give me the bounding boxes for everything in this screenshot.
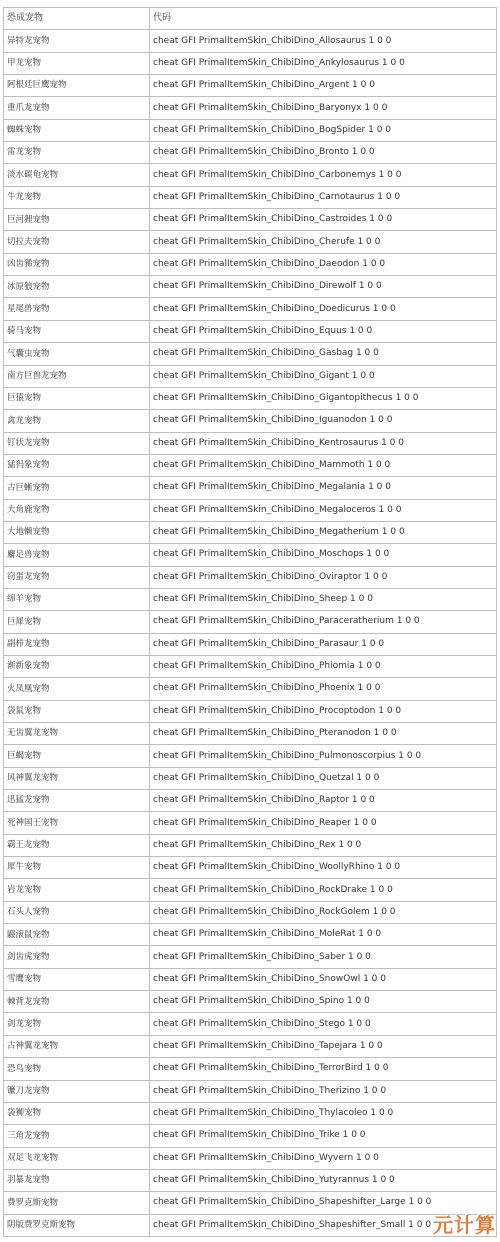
- table-row: [4, 142, 497, 164]
- pet-name-cell: 星尾兽宠物: [4, 298, 150, 320]
- pet-name-cell: 鼹滚鼠宠物: [4, 924, 150, 946]
- cheat-code-cell: cheat GFI PrimalItemSkin_ChibiDino_Baryonyx 1 0 0: [150, 97, 497, 119]
- cheat-code-cell: cheat GFI PrimalItemSkin_ChibiDino_Phiomia 1 0 0: [150, 655, 497, 677]
- cheat-code-cell: cheat GFI PrimalItemSkin_ChibiDino_RockGolem 1 0 0: [150, 901, 497, 923]
- table-row: [4, 924, 497, 946]
- table-row: [4, 276, 497, 298]
- cheat-code-cell: cheat GFI PrimalItemSkin_ChibiDino_Daeodon 1 0 0: [150, 253, 497, 275]
- cheat-code-cell: cheat GFI PrimalItemSkin_ChibiDino_MoleRat 1 0 0: [150, 924, 497, 946]
- cheat-code-cell: cheat GFI PrimalItemSkin_ChibiDino_Reaper 1 0 0: [150, 812, 497, 834]
- pet-name-cell: 风神翼龙宠物: [4, 767, 150, 789]
- cheat-code-cell: cheat GFI PrimalItemSkin_ChibiDino_Ankylosaurus 1 0 0: [150, 52, 497, 74]
- pet-name-cell: 雪鹰宠物: [4, 968, 150, 990]
- table-row: [4, 231, 497, 253]
- pet-name-cell: 猛犸象宠物: [4, 454, 150, 476]
- pet-name-cell: 异特龙宠物: [4, 30, 150, 52]
- pet-name-cell: 重爪龙宠物: [4, 97, 150, 119]
- table-row: [4, 1192, 497, 1214]
- pet-name-cell: 犀牛宠物: [4, 857, 150, 879]
- pet-name-cell: 甲龙宠物: [4, 52, 150, 74]
- cheat-code-cell: cheat GFI PrimalItemSkin_ChibiDino_Shapeshifter_Large 1 0 0: [150, 1192, 497, 1214]
- table-row: [4, 857, 497, 879]
- pet-name-cell: 霸王龙宠物: [4, 834, 150, 856]
- cheat-code-cell: cheat GFI PrimalItemSkin_ChibiDino_Yutyrannus 1 0 0: [150, 1169, 497, 1191]
- pet-name-cell: 古神翼龙宠物: [4, 1035, 150, 1057]
- pet-name-cell: 剑龙宠物: [4, 1013, 150, 1035]
- table-row: [4, 968, 497, 990]
- cheat-code-cell: cheat GFI PrimalItemSkin_ChibiDino_Parasaur 1 0 0: [150, 633, 497, 655]
- cheat-code-cell: cheat GFI PrimalItemSkin_ChibiDino_WoollyRhino 1 0 0: [150, 857, 497, 879]
- cheat-code-cell: cheat GFI PrimalItemSkin_ChibiDino_Gigantopithecus 1 0 0: [150, 387, 497, 409]
- table-row: [4, 790, 497, 812]
- pet-name-cell: 迅猛龙宠物: [4, 790, 150, 812]
- table-row: [4, 298, 497, 320]
- pet-name-cell: 蜘蛛宠物: [4, 119, 150, 141]
- cheat-code-cell: cheat GFI PrimalItemSkin_ChibiDino_Stego 1 0 0: [150, 1013, 497, 1035]
- cheat-code-cell: cheat GFI PrimalItemSkin_ChibiDino_Moschops 1 0 0: [150, 544, 497, 566]
- pet-name-cell: 费罗克斯宠物: [4, 1192, 150, 1214]
- table-row: [4, 186, 497, 208]
- site-watermark: 元计算: [433, 1213, 496, 1237]
- pet-code-table: [3, 7, 497, 1237]
- pet-name-cell: 凶齿豨宠物: [4, 253, 150, 275]
- table-row: [4, 343, 497, 365]
- table-row: [4, 678, 497, 700]
- table-row: [4, 1035, 497, 1057]
- table-row: [4, 119, 497, 141]
- cheat-code-cell: cheat GFI PrimalItemSkin_ChibiDino_Rex 1 0 0: [150, 834, 497, 856]
- cheat-code-cell: cheat GFI PrimalItemSkin_ChibiDino_Oviraptor 1 0 0: [150, 566, 497, 588]
- pet-name-cell: 双足飞龙宠物: [4, 1147, 150, 1169]
- pet-name-cell: 切拉夫宠物: [4, 231, 150, 253]
- pet-name-cell: 火凤凰宠物: [4, 678, 150, 700]
- table-row: [4, 834, 497, 856]
- cheat-code-cell: cheat GFI PrimalItemSkin_ChibiDino_Direwolf 1 0 0: [150, 276, 497, 298]
- cheat-code-cell: cheat GFI PrimalItemSkin_ChibiDino_Megalania 1 0 0: [150, 477, 497, 499]
- cheat-code-cell: cheat GFI PrimalItemSkin_ChibiDino_Wyvern 1 0 0: [150, 1147, 497, 1169]
- pet-name-cell: 雷龙宠物: [4, 142, 150, 164]
- cheat-code-cell: cheat GFI PrimalItemSkin_ChibiDino_Equus 1 0 0: [150, 320, 497, 342]
- pet-name-cell: 窃蛋龙宠物: [4, 566, 150, 588]
- table-row: [4, 164, 497, 186]
- cheat-code-cell: cheat GFI PrimalItemSkin_ChibiDino_Shapeshifter_Small 1 0 0: [150, 1214, 497, 1236]
- pet-name-cell: 石头人宠物: [4, 901, 150, 923]
- pet-name-cell: 袋鼠宠物: [4, 700, 150, 722]
- table-row: [4, 611, 497, 633]
- pet-name-cell: 剑齿虎宠物: [4, 946, 150, 968]
- cheat-code-cell: cheat GFI PrimalItemSkin_ChibiDino_Trike 1 0 0: [150, 1125, 497, 1147]
- cheat-code-cell: cheat GFI PrimalItemSkin_ChibiDino_Saber 1 0 0: [150, 946, 497, 968]
- table-row: [4, 387, 497, 409]
- pet-name-cell: 钉状龙宠物: [4, 432, 150, 454]
- cheat-code-cell: cheat GFI PrimalItemSkin_ChibiDino_Paraceratherium 1 0 0: [150, 611, 497, 633]
- cheat-code-cell: cheat GFI PrimalItemSkin_ChibiDino_Sheep 1 0 0: [150, 588, 497, 610]
- pet-name-cell: 骑马宠物: [4, 320, 150, 342]
- table-row: [4, 1102, 497, 1124]
- cheat-code-cell: cheat GFI PrimalItemSkin_ChibiDino_Doedicurus 1 0 0: [150, 298, 497, 320]
- table-row: [4, 1214, 497, 1236]
- table-row: [4, 477, 497, 499]
- pet-name-cell: 牛龙宠物: [4, 186, 150, 208]
- cheat-code-cell: cheat GFI PrimalItemSkin_ChibiDino_Phoenix 1 0 0: [150, 678, 497, 700]
- cheat-code-cell: cheat GFI PrimalItemSkin_ChibiDino_Thylacoleo 1 0 0: [150, 1102, 497, 1124]
- table-row: [4, 1013, 497, 1035]
- cheat-code-cell: cheat GFI PrimalItemSkin_ChibiDino_Mammoth 1 0 0: [150, 454, 497, 476]
- pet-name-cell: 阴版费罗克斯宠物: [4, 1214, 150, 1236]
- table-row: [4, 52, 497, 74]
- table-row: [4, 1147, 497, 1169]
- table-row: [4, 544, 497, 566]
- table-row: [4, 700, 497, 722]
- table-row: [4, 1169, 497, 1191]
- table-row: [4, 75, 497, 97]
- cheat-code-cell: cheat GFI PrimalItemSkin_ChibiDino_Castroides 1 0 0: [150, 209, 497, 231]
- table-row: [4, 991, 497, 1013]
- pet-name-cell: 大地懒宠物: [4, 521, 150, 543]
- cheat-code-cell: cheat GFI PrimalItemSkin_ChibiDino_SnowOwl 1 0 0: [150, 968, 497, 990]
- table-row: [4, 1080, 497, 1102]
- cheat-code-cell: cheat GFI PrimalItemSkin_ChibiDino_Quetzal 1 0 0: [150, 767, 497, 789]
- pet-name-cell: 气囊虫宠物: [4, 343, 150, 365]
- table-row: [4, 879, 497, 901]
- cheat-code-cell: cheat GFI PrimalItemSkin_ChibiDino_Carbonemys 1 0 0: [150, 164, 497, 186]
- pet-name-cell: 淡水碳龟宠物: [4, 164, 150, 186]
- cheat-code-cell: cheat GFI PrimalItemSkin_ChibiDino_Tapejara 1 0 0: [150, 1035, 497, 1057]
- table-row: [4, 454, 497, 476]
- pet-name-cell: 死神国王宠物: [4, 812, 150, 834]
- table-row: [4, 588, 497, 610]
- cheat-code-cell: cheat GFI PrimalItemSkin_ChibiDino_Carnotaurus 1 0 0: [150, 186, 497, 208]
- cheat-code-cell: cheat GFI PrimalItemSkin_ChibiDino_RockDrake 1 0 0: [150, 879, 497, 901]
- cheat-code-cell: cheat GFI PrimalItemSkin_ChibiDino_Iguanodon 1 0 0: [150, 410, 497, 432]
- table-row: [4, 253, 497, 275]
- pet-name-cell: 袋狮宠物: [4, 1102, 150, 1124]
- cheat-code-cell: cheat GFI PrimalItemSkin_ChibiDino_Kentrosaurus 1 0 0: [150, 432, 497, 454]
- pet-name-cell: 冰原狼宠物: [4, 276, 150, 298]
- pet-name-cell: 大角鹿宠物: [4, 499, 150, 521]
- cheat-code-cell: cheat GFI PrimalItemSkin_ChibiDino_BogSpider 1 0 0: [150, 119, 497, 141]
- pet-name-cell: 绵羊宠物: [4, 588, 150, 610]
- pet-name-cell: 禽龙宠物: [4, 410, 150, 432]
- pet-name-cell: 羽暴龙宠物: [4, 1169, 150, 1191]
- pet-name-cell: 恐鸟宠物: [4, 1058, 150, 1080]
- pet-name-cell: 无齿翼龙宠物: [4, 723, 150, 745]
- table-row: [4, 723, 497, 745]
- cheat-code-cell: cheat GFI PrimalItemSkin_ChibiDino_Raptor 1 0 0: [150, 790, 497, 812]
- pet-name-cell: 渐新象宠物: [4, 655, 150, 677]
- table-row: [4, 1058, 497, 1080]
- table-body: [4, 30, 497, 1237]
- cheat-code-cell: cheat GFI PrimalItemSkin_ChibiDino_Spino 1 0 0: [150, 991, 497, 1013]
- table-row: [4, 812, 497, 834]
- table-row: [4, 521, 497, 543]
- pet-name-cell: 岩龙宠物: [4, 879, 150, 901]
- cheat-code-cell: cheat GFI PrimalItemSkin_ChibiDino_Bronto 1 0 0: [150, 142, 497, 164]
- table-row: [4, 655, 497, 677]
- cheat-code-cell: cheat GFI PrimalItemSkin_ChibiDino_Allosaurus 1 0 0: [150, 30, 497, 52]
- table-row: [4, 767, 497, 789]
- table-row: [4, 30, 497, 52]
- pet-name-cell: 阿根廷巨鹰宠物: [4, 75, 150, 97]
- header-pet-name: 恐成宠物: [4, 8, 150, 30]
- pet-name-cell: 古巨蜥宠物: [4, 477, 150, 499]
- cheat-code-cell: cheat GFI PrimalItemSkin_ChibiDino_Argent 1 0 0: [150, 75, 497, 97]
- pet-name-cell: 南方巨兽龙宠物: [4, 365, 150, 387]
- cheat-code-cell: cheat GFI PrimalItemSkin_ChibiDino_Gigant 1 0 0: [150, 365, 497, 387]
- pet-name-cell: 副栉龙宠物: [4, 633, 150, 655]
- cheat-code-cell: cheat GFI PrimalItemSkin_ChibiDino_TerrorBird 1 0 0: [150, 1058, 497, 1080]
- pet-name-cell: 镰刀龙宠物: [4, 1080, 150, 1102]
- cheat-code-cell: cheat GFI PrimalItemSkin_ChibiDino_Gasbag 1 0 0: [150, 343, 497, 365]
- pet-name-cell: 巨蝎宠物: [4, 745, 150, 767]
- pet-name-cell: 巨猿宠物: [4, 387, 150, 409]
- table-row: [4, 901, 497, 923]
- table-row: [4, 745, 497, 767]
- table-row: [4, 633, 497, 655]
- pet-name-cell: 巨犀宠物: [4, 611, 150, 633]
- table-row: [4, 97, 497, 119]
- table-row: [4, 566, 497, 588]
- cheat-code-cell: cheat GFI PrimalItemSkin_ChibiDino_Procoptodon 1 0 0: [150, 700, 497, 722]
- table-row: [4, 499, 497, 521]
- cheat-code-cell: cheat GFI PrimalItemSkin_ChibiDino_Therizino 1 0 0: [150, 1080, 497, 1102]
- table-row: [4, 1125, 497, 1147]
- header-code: 代码: [150, 8, 497, 30]
- cheat-code-cell: cheat GFI PrimalItemSkin_ChibiDino_Cherufe 1 0 0: [150, 231, 497, 253]
- cheat-code-cell: cheat GFI PrimalItemSkin_ChibiDino_Pteranodon 1 0 0: [150, 723, 497, 745]
- pet-name-cell: 三角龙宠物: [4, 1125, 150, 1147]
- cheat-code-cell: cheat GFI PrimalItemSkin_ChibiDino_Megatherium 1 0 0: [150, 521, 497, 543]
- cheat-code-cell: cheat GFI PrimalItemSkin_ChibiDino_Pulmonoscorpius 1 0 0: [150, 745, 497, 767]
- cheat-code-cell: cheat GFI PrimalItemSkin_ChibiDino_Megaloceros 1 0 0: [150, 499, 497, 521]
- table-header-row: [4, 8, 497, 30]
- table-row: [4, 410, 497, 432]
- pet-name-cell: 棘背龙宠物: [4, 991, 150, 1013]
- pet-name-cell: 麝足兽宠物: [4, 544, 150, 566]
- table-row: [4, 320, 497, 342]
- table-row: [4, 209, 497, 231]
- table-row: [4, 946, 497, 968]
- table-row: [4, 365, 497, 387]
- table-row: [4, 432, 497, 454]
- pet-name-cell: 巨河狸宠物: [4, 209, 150, 231]
